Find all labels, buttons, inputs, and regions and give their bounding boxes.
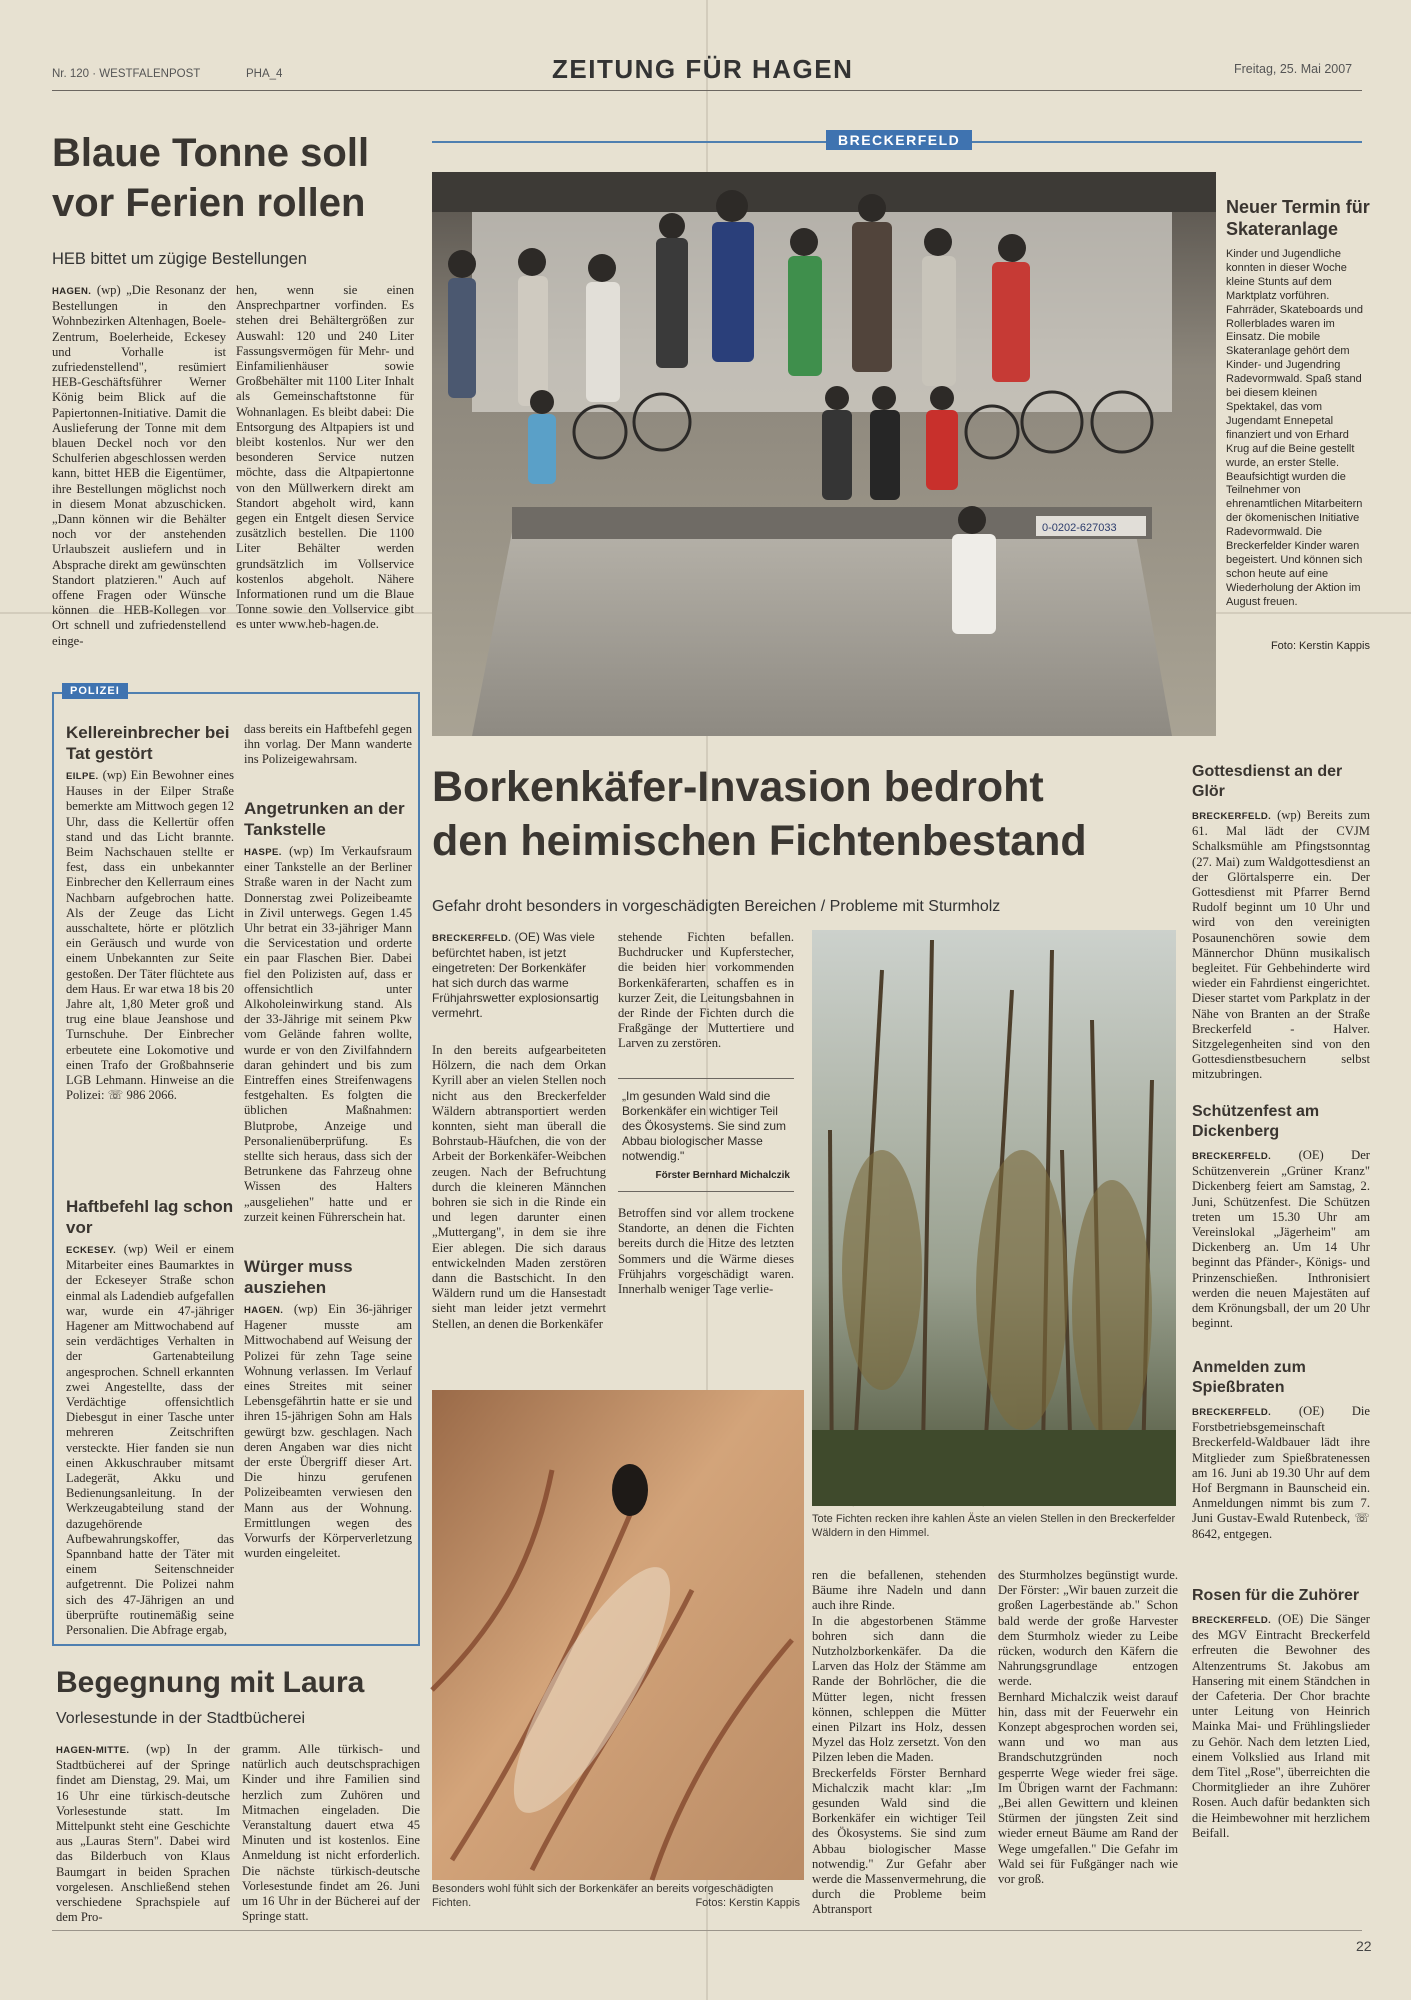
subtitle-laura: Vorlesestunde in der Stadtbücherei — [56, 1710, 306, 1727]
subtitle-borkenkaefer: Gefahr droht besonders in vorgeschädigten Bereichen / Probleme mit Sturmholz — [432, 898, 1001, 915]
section-label-breckerfeld: BRECKERFELD — [826, 130, 972, 150]
ramp-sign-text: 0-0202-627033 — [1042, 522, 1117, 534]
article-kellereinbrecher — [66, 768, 234, 1186]
footer-rule — [52, 1930, 1362, 1931]
article-text: (wp) Bereits zum 61. Mal lädt der CVJM Schalksmühle am Pfingstsonntag (27. Mai) zum Waldgottesdienst an der Glörtalsperre ein. Der Gottesdienst mit Pfarrer Bernd Rudolf beginnt um 10 Uhr und wird von den vereinigten Posaunenchören sowie dem Männerchor Dhünn musikalisch begleitet. Für Gehbehinderte wird wieder ein Fahrdienst eingerichtet. Dieser startet vom Parkplatz in der Nähe von Branten an der Straße Breckerfeld - Halver. Sitzgelegenheiten sind von den Gottesdienstbesuchern selbst mitzubringen. — [1192, 808, 1370, 1082]
bork-col2b-text: Betroffen sind vor allem trockene Standorte, an denen die Fichten bereits durch die Hitze des letzten Sommers und die Wärme dieses Frühjahrs vorgeschädigt waren. Innerhalb weniger Tage verlie- — [618, 1206, 794, 1297]
headline-blaue-tonne — [52, 128, 422, 228]
article-text: (OE) Die Sänger des MGV Eintracht Breckerfeld erfreuten die Bewohner des Altenzentrums St. Jakobus am Hansering mit einem Ständchen in der Cafeteria. Der Chor brachte unter Leitung von Heinrich Mainka Mai- und Frühlingslieder zu Gehör. Nach dem letzten Lied, einem Volkslied aus Irland mit dem Titel „Rose", überreichten die Chormitglieder an ihre Zuhörer Rosen. Auch dafür bedankten sich die Heimbewohner mit herzlichem Beifall. — [1192, 1612, 1370, 1840]
police-label: POLIZEI — [62, 683, 128, 699]
dateline: ECKESEY. — [66, 1245, 117, 1256]
dateline: EILPE. — [66, 771, 99, 782]
issue-line: Nr. 120 · WESTFALENPOST — [52, 68, 201, 80]
headline-kellereinbrecher: Kellereinbrecher bei Tat gestört — [66, 723, 230, 763]
article-blaue-col2: hen, wenn sie einen Ansprechpartner vorfinden. Es stehen drei Behältergrößen zur Auswahl: 120 und 240 Liter Fassungsvermögen für Mehr- und Einfamilienhäuser sowie Großbehälter mit 1100 Liter Inhalt als Gemeinschaftstonne für Wohnanlagen. Es bleibt dabei: Die Entsorgung des Altpapiers ist und bleibt kostenlos. Nur wer den besonderen Service nutzen möchte, dass die Altpapiertonne von den Müllwerkern direkt am Standort abgeholt wird, kann gegen ein Entgelt diesen Service zusätzlich bestellen. Die 1100 Liter Behälter werden grundsätzlich im Vollservice kostenlos abgeholt. Nähere Informationen rund um die Blaue Tonne sowie den Vollservice gibt es unter www.heb-hagen.de. — [236, 283, 414, 632]
headline-haftbefehl: Haftbefehl lag schon vor — [66, 1197, 234, 1237]
forest-photo — [812, 930, 1176, 1506]
headline-line: den heimischen Fichtenbestand — [432, 817, 1087, 865]
lead-text: (OE) Was viele befürchtet haben, ist jetzt eingetreten: Der Borkenkäfer hat sich durch das warme Frühjahrswetter explosionsartig vermehrt. — [432, 930, 599, 1020]
skate-article — [1226, 196, 1370, 652]
bark-caption — [432, 1882, 800, 1910]
bork-col2-text: stehende Fichten befallen. Buchdrucker und Kupferstecher, die beiden hier vorkommenden Borkenkäferarten, schaffen es in kurzer Zeit, die Leitungsbahnen in der Rinde der Fichten durch die Fraßgänge der Muttertiere und Larven zu zerstören. — [618, 930, 794, 1051]
dateline: HASPE. — [244, 847, 282, 858]
bork-col4-text: des Sturmholzes begünstigt wurde. Der Förster: „Wir bauen zurzeit die großen Lagerbestände ab." Schon bald werde der große Harvester dem Sturmholz wieder zu Leibe rücken, wodurch den Käfern die Nahrungsgrundlage entzogen werde. Bernhard Michalczik weist darauf hin, dass mit der Feuerwehr ein Konzept abgesprochen worden sei, wann und wo man aus Brandschutzgründen noch gesperrte Wege wieder frei säge. Im Übrigen warnt der Fachmann: „Bei allen Gewittern und kleinen Stürmen der jüngsten Zeit sind wieder erneut Bäume am Rand der Wege umgefallen." Die Gefahr im Wald sei für Fußgänger nach wie vor groß. — [998, 1568, 1178, 1887]
headline-borkenkaefer — [432, 760, 1172, 868]
skate-photo-credit: Foto: Kerstin Kappis — [1270, 640, 1370, 652]
article-angetrunken — [244, 844, 412, 1244]
headline-angetrunken: Angetrunken an der Tankstelle — [244, 799, 405, 839]
beetle-shape — [612, 1464, 648, 1516]
article-spiessbraten — [1192, 1404, 1370, 1572]
bark-photo-credit: Fotos: Kerstin Kappis — [695, 1897, 800, 1909]
article-rosen — [1192, 1612, 1370, 1857]
headline-line: Blaue Tonne soll — [52, 131, 370, 175]
headline-laura: Begegnung mit Laura — [56, 1666, 365, 1699]
pull-quote-author: Förster Bernhard Michalczik — [655, 1170, 790, 1181]
dateline: BRECKERFELD. — [1192, 1151, 1272, 1162]
pull-quote-text: „Im gesunden Wald sind die Borkenkäfer ein wichtiger Teil des Ökosystems. Sie sind zum Abbau biologischer Masse notwendig." — [622, 1089, 787, 1163]
subtitle-blaue-tonne: HEB bittet um zügige Bestellungen — [52, 250, 307, 268]
pull-quote — [618, 1078, 794, 1192]
police-col1 — [66, 722, 234, 1660]
article-laura-col1 — [56, 1742, 230, 1925]
forest-caption: Tote Fichten recken ihre kahlen Äste an vielen Stellen in den Breckerfelder Wäldern in den Himmel. — [812, 1513, 1176, 1539]
bork-col1-text: In den bereits aufgearbeiteten Hölzern, die nach dem Orkan Kyrill aber an vielen Stellen noch nicht aus den Breckerfelder Wäldern abtransportiert werden konnten, sieht man überall die Bohrstaub-Häufchen, die von der Arbeit der Borkenkäfer-Weibchen zeugen. Nach der Befruchtung durch die kleineren Männchen bohren sie sich in die Rinde ein und legen darunter einen „Muttergang", in dem sie ihre Eier ablegen. Die sich daraus entwickelnden Maden zerstören dann die Bastschicht. In den Wäldern rund um die Hansestadt sieht man leider jetzt vermehrt Stellen, an denen die Borkenkäfer — [432, 1043, 606, 1331]
headline-line: Borkenkäfer-Invasion bedroht — [432, 763, 1044, 811]
dateline: BRECKERFELD. — [1192, 1615, 1272, 1626]
article-text: (wp) Im Verkaufsraum einer Tankstelle an der Berliner Straße waren in der Nacht zum Donnerstag zwei Polizeibeamte in Zivil unterwegs. Gegen 1.45 Uhr betrat ein 33-jähriger Mann die Servicestation und orderte ein paar Flaschen Bier. Dabei fiel den Polizisten auf, dass er offensichtlich unter Alkoholeinwirkung stand. Als der 33-Jährige mit seinem Pkw vom Gelände fahren wollte, wurde er von den Zivilfahndern daran gehindert und bis zum Eintreffen eines Streifenwagens festgehalten. Es folgten die üblichen Maßnahmen: Blutprobe, Anzeige und Personalienüberprüfung. Es stellte sich heraus, dass sich der Betrunkene das Fahrzeug ohne Wissen des Halters „ausgeliehen" hatte und er zurzeit keinen Führerschein hat. — [244, 844, 412, 1224]
article-schuetzenfest — [1192, 1148, 1370, 1344]
article-wuerger — [244, 1302, 412, 1572]
article-haftbefehl — [66, 1242, 234, 1660]
dateline: HAGEN. — [244, 1305, 284, 1316]
headline-spiessbraten: Anmelden zum Spießbraten — [1192, 1359, 1306, 1396]
bork-lead — [432, 930, 606, 1021]
headline-wuerger: Würger muss ausziehen — [244, 1257, 353, 1297]
dateline: HAGEN-MITTE. — [56, 1745, 130, 1756]
bark-caption-text: Besonders wohl fühlt sich der Borkenkäfer an bereits vorgeschädigten Fichten. — [432, 1883, 774, 1909]
bork-col1 — [432, 930, 606, 1363]
bark-photo-illustration — [432, 1390, 804, 1880]
headline-skateranlage: Neuer Termin für Skateranlage — [1226, 197, 1370, 239]
article-text: (OE) Die Forstbetriebsgemeinschaft Breckerfeld-Waldbauer lädt ihre Mitglieder zum Spießbratenessen am 16. Juni ab 19.30 Uhr auf dem Hof Bergmann in Baunscheid ein. Anmeldungen nimmt bis zum 7. Juni Gustav-Ewald Rutenbeck, ☏ 8642, entgegen. — [1192, 1404, 1370, 1541]
article-blaue-col1 — [52, 283, 226, 661]
article-text: (wp) In der Stadtbücherei auf der Springe findet am Dienstag, 29. Mai, um 16 Uhr eine türkisch-deutsche Vorlesestunde statt. Im Mittelpunkt steht eine Geschichte aus „Lauras Stern". Dabei wird das Bilderbuch von Klaus Baumgart in beiden Sprachen vorgelesen. Anschließend stehen verschiedene Sprachspiele auf dem Pro- — [56, 1742, 230, 1925]
dateline: HAGEN. — [52, 286, 92, 297]
header-rule — [52, 90, 1362, 91]
skate-caption-text: Kinder und Jugendliche konnten in dieser Woche kleine Stunts auf dem Marktplatz vorführen. Fahrräder, Skateboards und Rollerblades waren im Einsatz. Die mobile Skateranlage gehört dem Kinder- und Jugendring Radevormwald. Spaß stand bei diesem kleinen Spektakel, das vom Jugendamt Ennepetal finanziert und von Erhard Krug auf die Beine gestellt wurde, an erster Stelle. Beaufsichtigt wurden die Teilnehmer von ehrenamtlichen Mitarbeitern der ökomenischen Initiative Radevormwald. Die Breckerfelder Kinder waren begeistert. Und können sich schon heute auf eine Wiederholung der Aktion im August freuen. — [1226, 248, 1363, 608]
skate-photo — [432, 172, 1216, 736]
article-text: (wp) Weil er einem Mitarbeiter eines Baumarktes in der Eckeseyer Straße schon einmal als Ladendieb aufgefallen war, wurde ein 47-jähriger Hagener am Mittwochabend auf sein verdächtiges Verhalten in der Gartenabteilung angesprochen. Schnell erkannten zwei Angestellte, dass der Verdächtige offensichtlich Diebesgut in einer Tasche unter mehreren Zeitschriften versteckte. Hier fanden sie nun einen Akkuschrauber mitsamt Ladegerät, Akku und Bedienungsanleitung. In der Werkzeugabteilung stand der dazugehörende Aufbewahrungskoffer, das Spannband hatte der Täter mit einem Seitenschneider aufgetrennt. Die Polizei nahm sich des 47-Jährigen an und überprüfte routinemäßig seine Personalien. Die Abfrage ergab, — [66, 1242, 234, 1638]
dateline: BRECKERFELD. — [432, 933, 512, 944]
article-laura-col2: gramm. Alle türkisch- und natürlich auch deutschsprachigen Kinder und ihre Familien sind herzlich zum Zuhören und Mitmachen eingeladen. Die Veranstaltung dauert etwa 45 Minuten und ist kostenlos. Eine Anmeldung ist nicht erforderlich. Die nächste türkisch-deutsche Vorlesestunde findet am 26. Juni um 16 Uhr in der Bücherei auf der Springe statt. — [242, 1742, 420, 1924]
article-text: (wp) Ein 36-jähriger Hagener musste am Mittwochabend auf Weisung der Polizei für zehn Tage seine Wohnung verlassen. Im Verlauf eines Streites mit seiner Lebensgefährtin hatte er sie und ihren 15-jährigen Sohn am Hals gewürgt bzw. geschlagen. Nach deren Angaben war dies nicht der erste Übergriff dieser Art. Die hinzu gerufenen Polizeibeamten verwiesen den Mann aus der Wohnung. Ermittlungen wegen des Vorwurfs der Körperverletzung wurden eingeleitet. — [244, 1302, 412, 1561]
headline-line: vor Ferien rollen — [52, 181, 366, 225]
police-col2 — [244, 722, 412, 1572]
bork-col3-text: ren die befallenen, stehenden Bäume ihre Nadeln und dann auch ihre Rinde. In die abgestorbenen Stämme bohren sich dann die Nutzholzborkenkäfer. Da die Larven das Holz der Stämme am Rande der Bohrlöcher, die die Mütter legen, nicht fressen können, schleppen die Mütter einen Pilzart ins Holz, dessen Myzel das Holz zersetzt. Von den Pilzen leben die Maden. Breckerfelds Förster Bernhard Michalczik macht klar: „Im gesunden Wald sind die Borkenkäfer ein wichtiger Teil des Ökosystems. Sie sind zum Abbau biologischer Masse notwendig." Zur Gefahr aber werde die Massenvermehrung, die durch die Probleme beim Abtransport — [812, 1568, 986, 1917]
article-haftbefehl-cont: dass bereits ein Haftbefehl gegen ihn vorlag. Der Mann wanderte ins Polizeigewahrsam. — [244, 722, 412, 767]
article-gottesdienst — [1192, 808, 1370, 1088]
headline-gottesdienst: Gottesdienst an der Glör — [1192, 763, 1343, 800]
issue-date: Freitag, 25. Mai 2007 — [1234, 62, 1353, 76]
newspaper-section-title: ZEITUNG FÜR HAGEN — [552, 54, 854, 84]
article-text: (wp) „Die Resonanz der Bestellungen in den Wohnbezirken Altenhagen, Boele-Zentrum, Boelerheide, Eckesey und Vorhalle ist zufriedenstellend", resümiert HEB-Geschäftsführer Werner König beim Blick auf die Papiertonnen-Initiative. Damit die Auslieferung der Tonne mit dem blauen Deckel noch vor den Schulferien abgeschlossen werden kann, bittet HEB die Eigentümer, ihre Bestellungen möglichst noch in diesem Monat abzuschicken. „Dann können wir die Behälter noch vor der anstehenden Urlaubszeit ausliefern und in Absprache direkt am gewünschten Standort platzieren." Auch auf offene Fragen oder Wünsche können die HEB-Kollegen vor Ort schnell und zufriedenstellend einge- — [52, 283, 226, 648]
page-number: 22 — [1356, 1938, 1372, 1954]
bark-photo — [432, 1390, 804, 1880]
dateline: BRECKERFELD. — [1192, 811, 1272, 822]
forest-photo-illustration — [812, 930, 1176, 1506]
page-code: PHA_4 — [246, 68, 283, 80]
skate-photo-illustration — [432, 172, 1216, 736]
article-text: (wp) Ein Bewohner eines Hauses in der Eilper Straße bemerkte am Mittwoch gegen 12 Uhr, dass die Kellertür offen stand und das Licht brannte. Beim Nachschauen stellte er fest, dass ein unbekannter Einbrecher den Kellerraum eines Nachbarn aufgebrochen hatte. Als der Zeuge das Licht ausschaltete, hörte er plötzlich ein Geräusch und wurde von einem Unbekannten zur Seite gestoßen. Der Täter flüchtete aus dem Haus. Er war etwa 18 bis 20 Jahre alt, 1,80 Meter groß und trug eine blaue Jeanshose und Turnschuhe. Der Einbrecher erbeutete eine Lokomotive und einen Trafo der Großbahnserie LGB Lehmann. Hinweise an die Polizei: ☏ 986 2066. — [66, 768, 234, 1103]
right-briefs — [1192, 762, 1370, 1857]
headline-rosen: Rosen für die Zuhörer — [1192, 1587, 1360, 1604]
headline-schuetzenfest: Schützenfest am Dickenberg — [1192, 1103, 1320, 1140]
article-text: (OE) Der Schützenverein „Grüner Kranz" Dickenberg feiert am Samstag, 2. Juni, Schützenfest. Die Schützen treten um 15.30 Uhr am Vereinslokal „Jägerheim" am Dickenberg an. Um 14 Uhr beginnt das Pfänder-, Königs- und Prinzenschießen. Inthronisiert werden die neuen Majestäten auf dem Krönungsball, der um 20 Uhr beginnt. — [1192, 1148, 1370, 1331]
dateline: BRECKERFELD. — [1192, 1407, 1272, 1418]
bork-col2 — [618, 930, 794, 1326]
